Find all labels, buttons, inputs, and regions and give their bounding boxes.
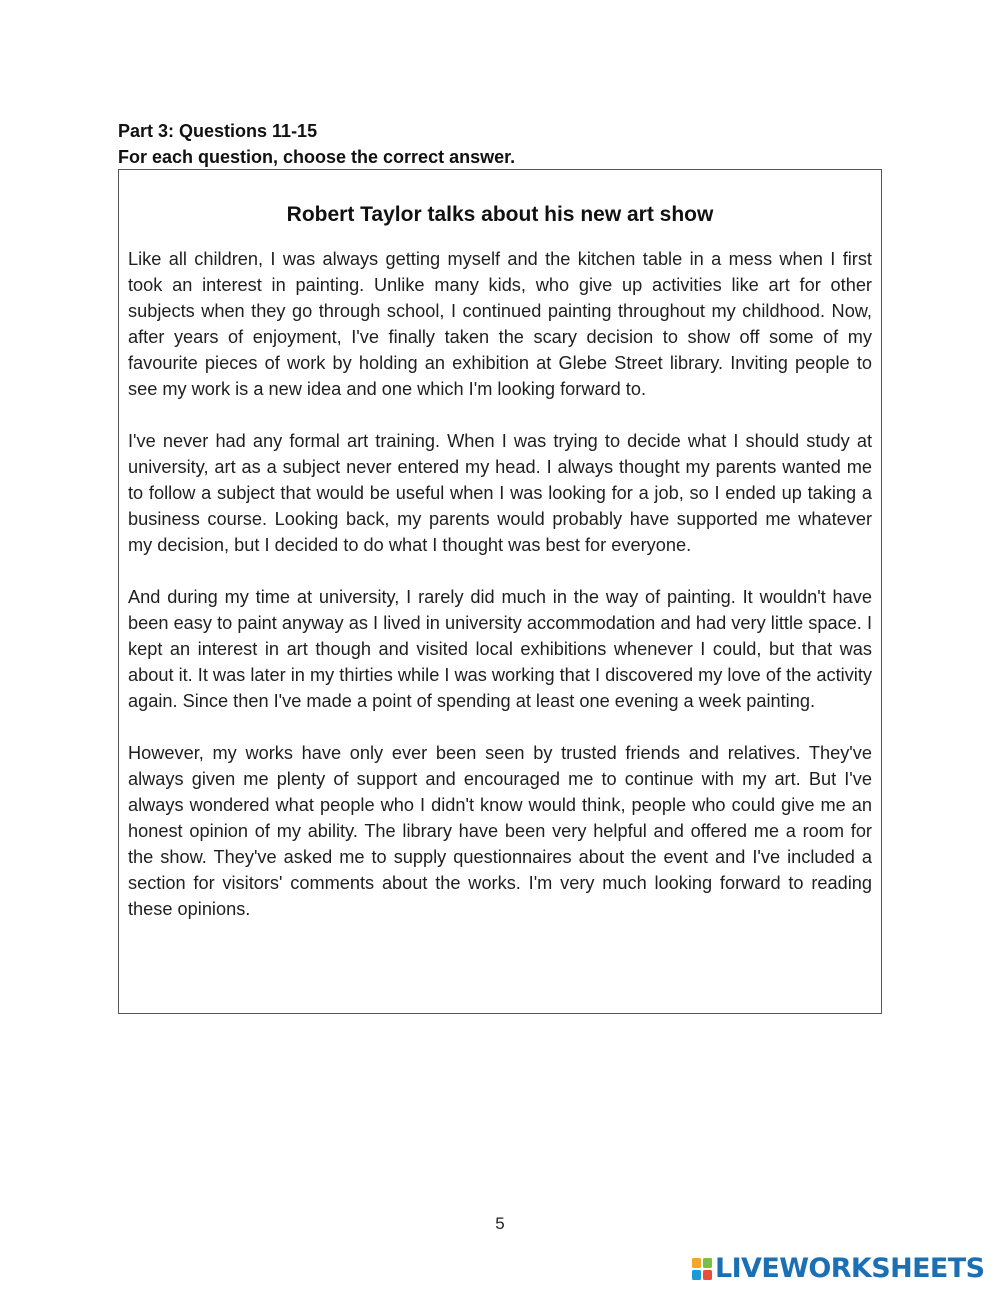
- article-paragraph-2: I've never had any formal art training. When I was trying to decide what I should study at university, art as a subject never entered my head. I always thought my parents wanted me to follow a subject that would be useful when I was looking for a job, so I ended up taking a business course. Looking back, my parents would probably have supported me whatever my decision, but I decided to do what I thought was best for everyone.: [128, 431, 872, 555]
- article-paragraph-4: However, my works have only ever been seen by trusted friends and relatives. They've always given me plenty of support and encouraged me to continue with my art. But I've always wondered what people who I didn't know would think, people who could give me an honest opinion of my ability. The library have been very helpful and offered me a room for the show. They've asked me to supply questionnaires about the event and I've included a section for visitors' comments about the works. I'm very much looking forward to reading these opinions.: [128, 743, 872, 919]
- article-title: Robert Taylor talks about his new art show: [286, 203, 714, 226]
- article-paragraph-1: Like all children, I was always getting myself and the kitchen table in a mess when I first took an interest in painting. Unlike many kids, who give up activities like art for other subjects when they go through school, I continued painting throughout my childhood. Now, after years of enjoyment, I've finally taken the scary decision to show off some of my favourite pieces of work by holding an exhibition at Glebe Street library. Inviting people to see my work is a new idea and one which I'm looking forward to.: [128, 249, 872, 399]
- article-paragraph-3: And during my time at university, I rarely did much in the way of painting. It wouldn't have been easy to paint anyway as I lived in university accommodation and had very little space. I kept an interest in art though and visited local exhibitions whenever I could, but that was about it. It was later in my thirties while I was working that I discovered my love of the activity again. Since then I've made a point of spending at least one evening a week painting.: [128, 587, 872, 711]
- instruction-text: For each question, choose the correct answer.: [118, 147, 516, 167]
- section-header: [118, 118, 515, 170]
- page-number: 5: [495, 1214, 505, 1233]
- reading-text-box: [118, 169, 882, 1014]
- brand-name: LIVEWORKSHEETS: [715, 1253, 985, 1284]
- part-title: Part 3: Questions 11-15: [118, 121, 318, 141]
- liveworksheets-brand[interactable]: [692, 1254, 984, 1284]
- liveworksheets-logo-icon: [692, 1258, 712, 1280]
